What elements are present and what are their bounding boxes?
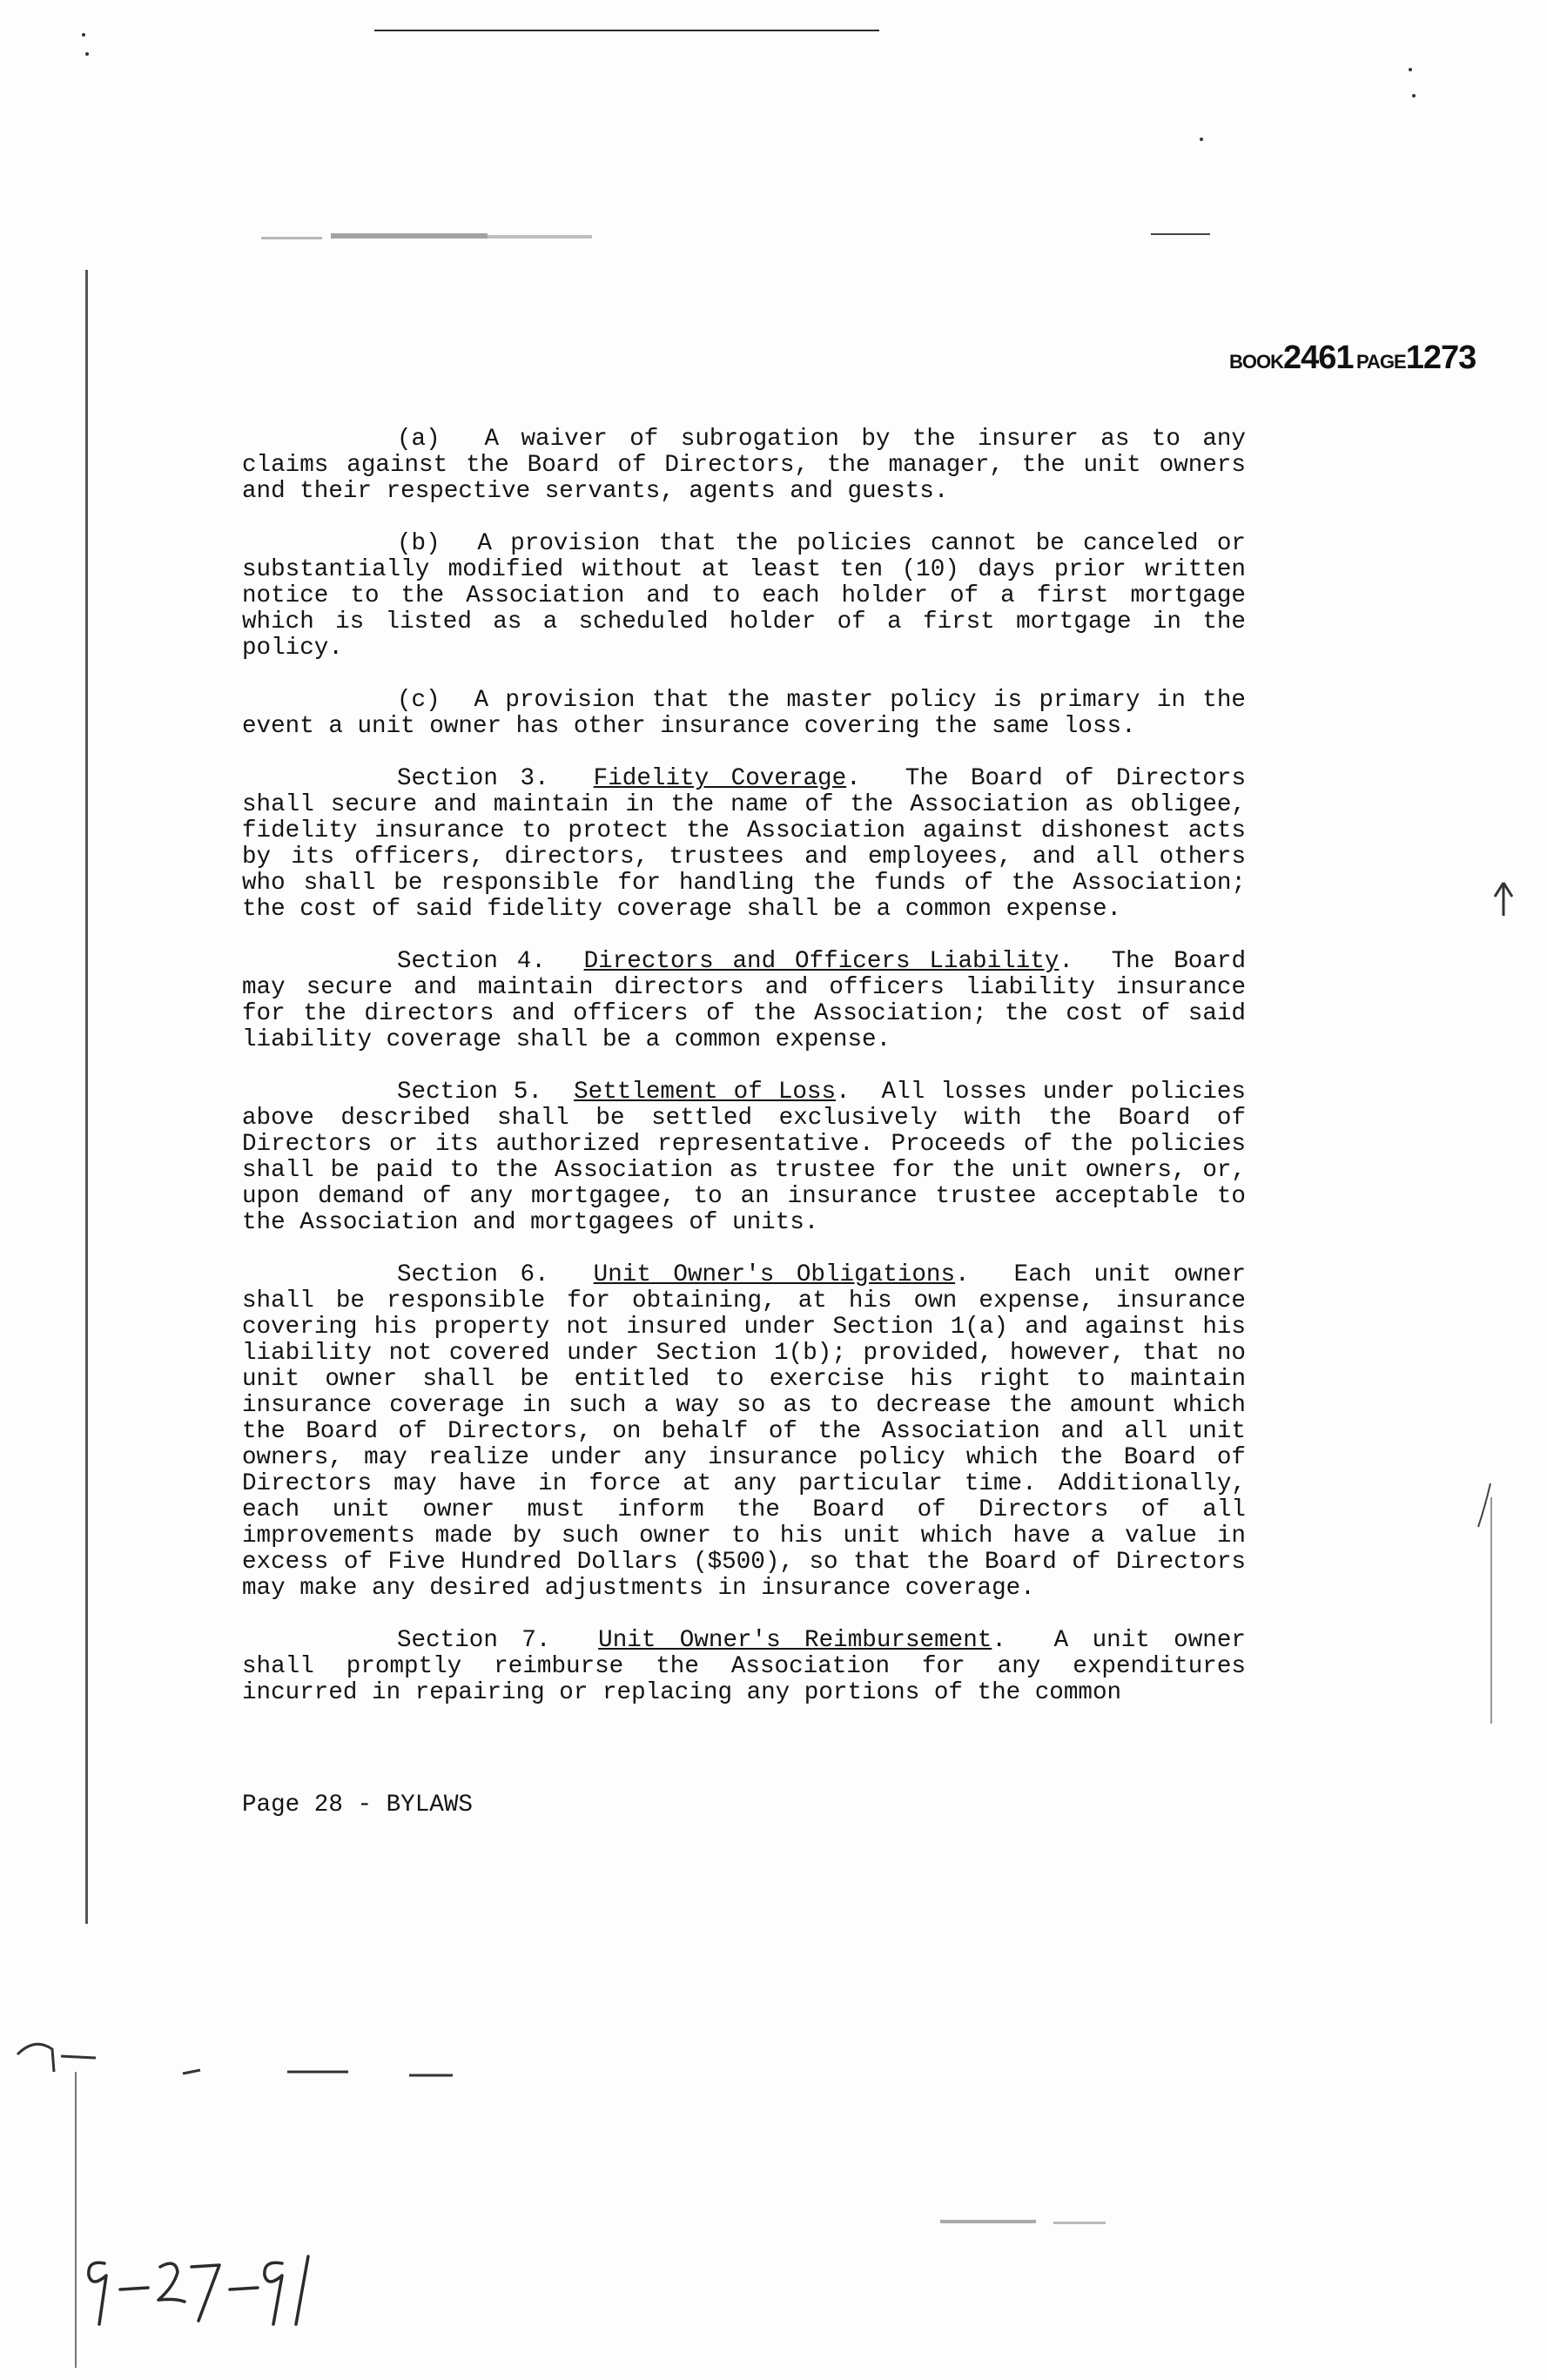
paragraph-b [242, 531, 1246, 662]
section-heading: Settlement of Loss [574, 1079, 837, 1106]
section-heading: Fidelity Coverage [593, 765, 847, 792]
paragraph-a [242, 427, 1246, 505]
section-number: Section 6. [397, 1261, 549, 1288]
paragraph-lead: (c) [397, 687, 441, 714]
margin-check-mark [1471, 1480, 1497, 1532]
paragraph-text: A waiver of subrogation by the insurer as to any claims against the Board of Directors, the manager, the unit owners and their respective servants, agents and guests. [242, 426, 1246, 505]
section-heading: Unit Owner's Reimbursement [598, 1627, 992, 1654]
section-heading: Unit Owner's Obligations [593, 1261, 956, 1288]
section-number: Section 5. [397, 1079, 543, 1106]
section-7-paragraph: Section 7. Unit Owner's Reimbursement. A unit owner shall promptly reimburse the Association for any expenditures incurred in repairing or replacing any portions of the common [242, 1627, 1246, 1706]
paragraph-lead: (b) [397, 530, 441, 557]
paragraph-text: A provision that the policies cannot be canceled or substantially modified without at least ten (10) days prior written notice to the Association and to each holder of a first mortgage which is listed as a scheduled holder of a first mortgage in the policy. [242, 530, 1246, 662]
paragraph-lead: (a) [397, 426, 441, 453]
document-body [242, 427, 1246, 1732]
scan-noise-top [0, 0, 1547, 313]
paragraph-text: All losses under policies above described shall be settled exclusively with the Board of Directors or its authorized representative. Proceeds of the policies shall be paid to the Association as trustee for the unit owners, or, upon demand of any mortgagee, to an insurance trustee acceptable to the Association and mortgagees of units. [242, 1079, 1246, 1236]
section-6-paragraph: Section 6. Unit Owner's Obligations. Each unit owner shall be responsible for obtaining, at his own expense, insurance covering his property not insured under Section 1(a) and against his liability not covered under Section 1(b); provided, however, that no unit owner shall be entitled to exercise his right to maintain insurance coverage in such a way so as to decrease the amount which the Board of Directors, on behalf of the Association and all unit owners, may realize under any insurance policy which the Board of Directors may have in force at any particular time. Additionally, each unit owner must inform the Board of Directors of all improvements made by such owner to his unit which have a value in excess of Five Hundred Dollars ($500), so that the Board of Directors may make any desired adjustments in insurance coverage. [242, 1261, 1247, 1602]
section-heading: Directors and Officers Liability [583, 948, 1059, 975]
page-label: PAGE [1356, 351, 1406, 373]
paragraph-text: The Board of Directors shall secure and maintain in the name of the Association as obligee, fidelity insurance to protect the Association against dishonest acts by its officers, directors, trustees and employees, and all others who shall be responsible for handling the funds of the Association; the cost of said fidelity coverage shall be a common expense. [242, 765, 1247, 923]
page-footer: Page 28 - BYLAWS [242, 1792, 473, 1819]
page-number: 1273 [1405, 340, 1476, 376]
scan-edge-line-left [85, 270, 88, 1924]
section-number: Section 4. [397, 948, 546, 975]
handwritten-date [80, 2237, 341, 2333]
paragraph-text: The Board may secure and maintain directors and officers liability insurance for the directors and officers of the Association; the cost of said liability coverage shall be a common expense. [242, 948, 1246, 1053]
book-label: BOOK [1229, 351, 1283, 373]
paragraph-c [242, 688, 1246, 740]
margin-arrow-mark [1490, 879, 1517, 923]
paragraph-text: A provision that the master policy is primary in the event a unit owner has other insurance covering the same loss. [242, 687, 1246, 740]
section-number: Section 7. [397, 1627, 551, 1654]
paragraph-text: A unit owner shall promptly reimburse the Association for any expenditures incurred in repairing or replacing any portions of the common [242, 1627, 1246, 1706]
section-3-paragraph: Section 3. Fidelity Coverage. The Board of Directors shall secure and maintain in the name of the Association as obligee, fidelity insurance to protect the Association against dishonest acts by its officers, directors, trustees and employees, and all others who shall be responsible for handling the funds of the Association; the cost of said fidelity coverage shall be a common expense. [242, 765, 1247, 923]
book-number: 2461 [1283, 340, 1354, 376]
section-number: Section 3. [397, 765, 549, 792]
book-page-stamp [1229, 340, 1476, 377]
section-5-paragraph: Section 5. Settlement of Loss. All losses under policies above described shall be settled exclusively with the Board of Directors or its authorized representative. Proceeds of the policies shall be paid to the Association as trustee for the unit owners, or, upon demand of any mortgagee, to an insurance trustee acceptable to the Association and mortgagees of units. [242, 1079, 1246, 1236]
section-4-paragraph: Section 4. Directors and Officers Liability. The Board may secure and maintain directors and officers liability insurance for the directors and officers of the Association; the cost of said liability coverage shall be a common expense. [242, 948, 1246, 1053]
paragraph-text: Each unit owner shall be responsible for obtaining, at his own expense, insurance covering his property not insured under Section 1(a) and against his liability not covered under Section 1(b); provided, however, that no unit owner shall be entitled to exercise his right to maintain insurance coverage in such a way so as to decrease the amount which the Board of Directors, on behalf of the Association and all unit owners, may realize under any insurance policy which the Board of Directors may have in force at any particular time. Additionally, each unit owner must inform the Board of Directors of all improvements made by such owner to his unit which have a value in excess of Five Hundred Dollars ($500), so that the Board of Directors may make any desired adjustments in insurance coverage. [242, 1261, 1247, 1602]
